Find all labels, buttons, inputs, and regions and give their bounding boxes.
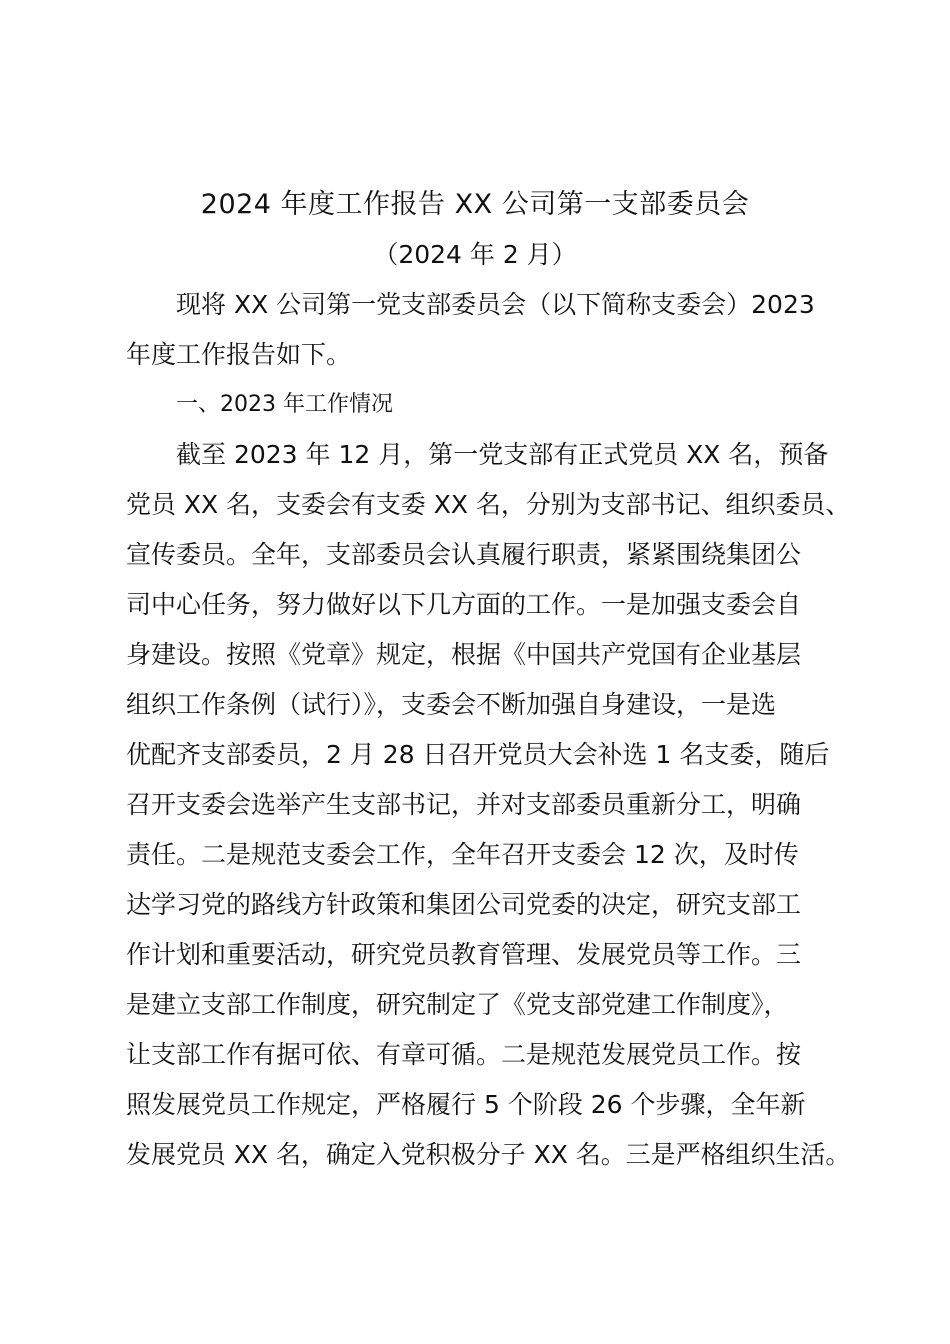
body-line-14: 照发展党员工作规定，严格履行 5 个阶段 26 个步骤，全年新: [126, 1090, 806, 1119]
body-line-2: 党员 XX 名，支委会有支委 XX 名，分别为支部书记、组织委员、: [126, 490, 851, 519]
body-line-9: 责任。二是规范支委会工作，全年召开支委会 12 次，及时传: [126, 840, 799, 869]
body-line-8: 召开支委会选举产生支部书记，并对支部委员重新分工，明确: [126, 790, 802, 819]
body-line-1: 截至 2023 年 12 月，第一党支部有正式党员 XX 名，预备: [176, 440, 829, 469]
section-heading: 一、2023 年工作情况: [176, 392, 393, 417]
body-line-10: 达学习党的路线方针政策和集团公司党委的决定，研究支部工: [126, 890, 802, 919]
body-line-3: 宣传委员。全年，支部委员会认真履行职责，紧紧围绕集团公: [126, 540, 802, 569]
body-line-12: 是建立支部工作制度，研究制定了《党支部党建工作制度》，: [126, 990, 789, 1019]
body-line-4: 司中心任务，努力做好以下几方面的工作。一是加强支委会自: [126, 590, 802, 619]
document-date: （2024 年 2 月）: [373, 240, 577, 269]
body-line-6: 组织工作条例（试行）》，支委会不断加强自身建设，一是选: [126, 690, 777, 719]
document-title: 2024 年度工作报告 XX 公司第一支部委员会: [200, 189, 750, 220]
body-line-11: 作计划和重要活动，研究党员教育管理、发展党员等工作。三: [126, 940, 802, 969]
body-line-15: 发展党员 XX 名，确定入党积极分子 XX 名。三是严格组织生活。: [126, 1140, 851, 1169]
paragraph-intro-line-1: 现将 XX 公司第一党支部委员会（以下简称支委会）2023: [176, 290, 815, 319]
paragraph-intro-line-2: 年度工作报告如下。: [126, 340, 352, 369]
body-line-5: 身建设。按照《党章》规定，根据《中国共产党国有企业基层: [126, 640, 802, 669]
body-line-13: 让支部工作有据可依、有章可循。二是规范发展党员工作。按: [126, 1040, 802, 1069]
body-line-7: 优配齐支部委员，2 月 28 日召开党员大会补选 1 名支委，随后: [126, 740, 830, 769]
